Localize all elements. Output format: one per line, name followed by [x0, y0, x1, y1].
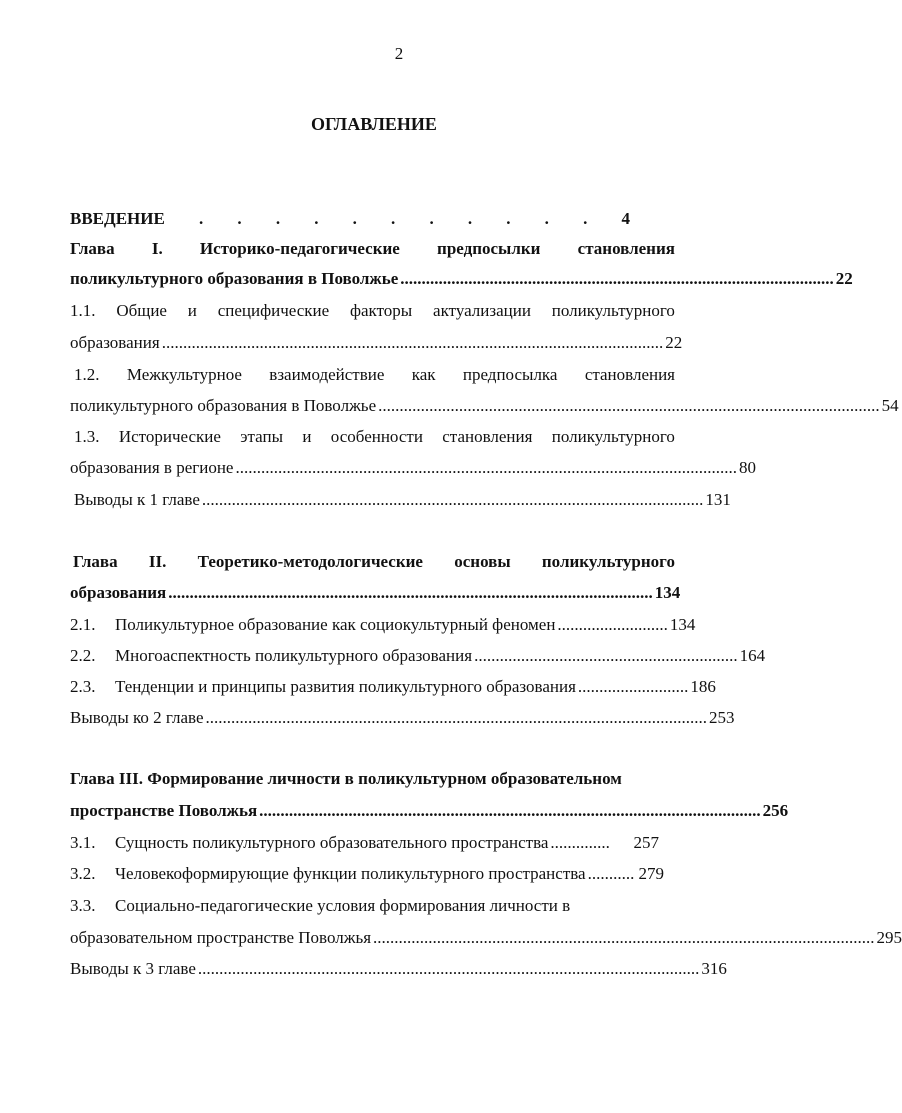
toc-entry-page: 134: [654, 583, 681, 602]
chapter-1-heading[interactable]: Глава I. Историко-педагогические предпосылки становления: [70, 239, 675, 258]
toc-entry-1-3-cont[interactable]: образования в регионе ...................................................................................................................... 80: [70, 455, 638, 481]
toc-entry-conclusion-3[interactable]: Выводы к 3 главе ...................................................................................................................... 316: [70, 956, 664, 982]
chapter-1-heading-cont[interactable]: поликультурного образования в Поволжье ...................................................................................................... 22: [70, 266, 640, 292]
chapter-3-heading[interactable]: Глава III. Формирование личности в поликультурном образовательном: [70, 769, 622, 788]
toc-entry-page: 22: [835, 269, 853, 288]
toc-entry-page: 80: [738, 458, 756, 477]
toc-entry-conclusion-2[interactable]: Выводы ко 2 главе ...................................................................................................................... 253: [70, 705, 651, 731]
toc-entry-3-1[interactable]: 3.1. Сущность поликультурного образовательного пространства .............. 257: [70, 830, 659, 856]
toc-entry-page: 54: [881, 396, 899, 415]
toc-entry-1-1-cont[interactable]: образования ...................................................................................................................... 22: [70, 330, 638, 356]
chapter-2-heading[interactable]: Глава II. Теоретико-методологические основы поликультурного: [73, 552, 675, 571]
toc-entry-3-3-cont[interactable]: образовательном пространстве Поволжья ...................................................................................................................... 295: [70, 925, 663, 951]
toc-entry-page: 316: [701, 959, 727, 978]
toc-entry-page: 22: [665, 333, 683, 352]
toc-entry-page: 257: [633, 833, 659, 852]
toc-entry-label: ВВЕДЕНИЕ: [70, 209, 165, 228]
toc-entry-2-3[interactable]: 2.3. Тенденции и принципы развития поликультурного образования .......................... 186: [70, 674, 658, 700]
toc-entry-page: 295: [876, 928, 902, 947]
chapter-2-heading-cont[interactable]: образования .................................................................................................................. 134: [70, 580, 648, 606]
toc-entry-conclusion-1[interactable]: Выводы к 1 главе ...................................................................................................................... 131: [74, 487, 644, 513]
toc-entry-page: 131: [705, 490, 731, 509]
toc-entry-3-2[interactable]: 3.2. Человекоформирующие функции поликультурного пространства ........... 279: [70, 861, 664, 887]
chapter-3-heading-cont[interactable]: пространстве Поволжья ...................................................................................................................... 256: [70, 798, 656, 824]
toc-entry-2-2[interactable]: 2.2. Многоаспектность поликультурного образования .............................................................. 164: [70, 643, 655, 669]
toc-entry-page: 4: [621, 209, 630, 228]
toc-entry-1-2-cont[interactable]: поликультурного образования в Поволжье ...................................................................................................................... 54: [70, 393, 638, 419]
toc-entry-3-3[interactable]: 3.3. Социально-педагогические условия формирования личности в: [70, 896, 571, 915]
toc-entry-page: 279: [638, 864, 664, 883]
page-title: ОГЛАВЛЕНИЕ: [311, 114, 437, 134]
toc-entry-1-1[interactable]: 1.1. Общие и специфические факторы актуализации поликультурного: [70, 301, 675, 320]
toc-entry-page: 186: [690, 677, 716, 696]
toc-entry-page: 256: [762, 801, 789, 820]
page-number: 2: [394, 44, 404, 63]
toc-entry-page: 164: [739, 646, 766, 665]
toc-entry-page: 253: [709, 708, 735, 727]
toc-entry-2-1[interactable]: 2.1. Поликультурное образование как социокультурный феномен .......................... 134: [70, 612, 653, 638]
toc-entry-1-3[interactable]: 1.3. Исторические этапы и особенности становления поликультурного: [74, 427, 675, 446]
toc-entry-introduction[interactable]: ВВЕДЕНИЕ . . . . . . . . . . . 4: [70, 206, 630, 232]
toc-entry-1-2[interactable]: 1.2. Межкультурное взаимодействие как предпосылка становления: [74, 365, 675, 384]
toc-entry-page: 134: [669, 615, 696, 634]
